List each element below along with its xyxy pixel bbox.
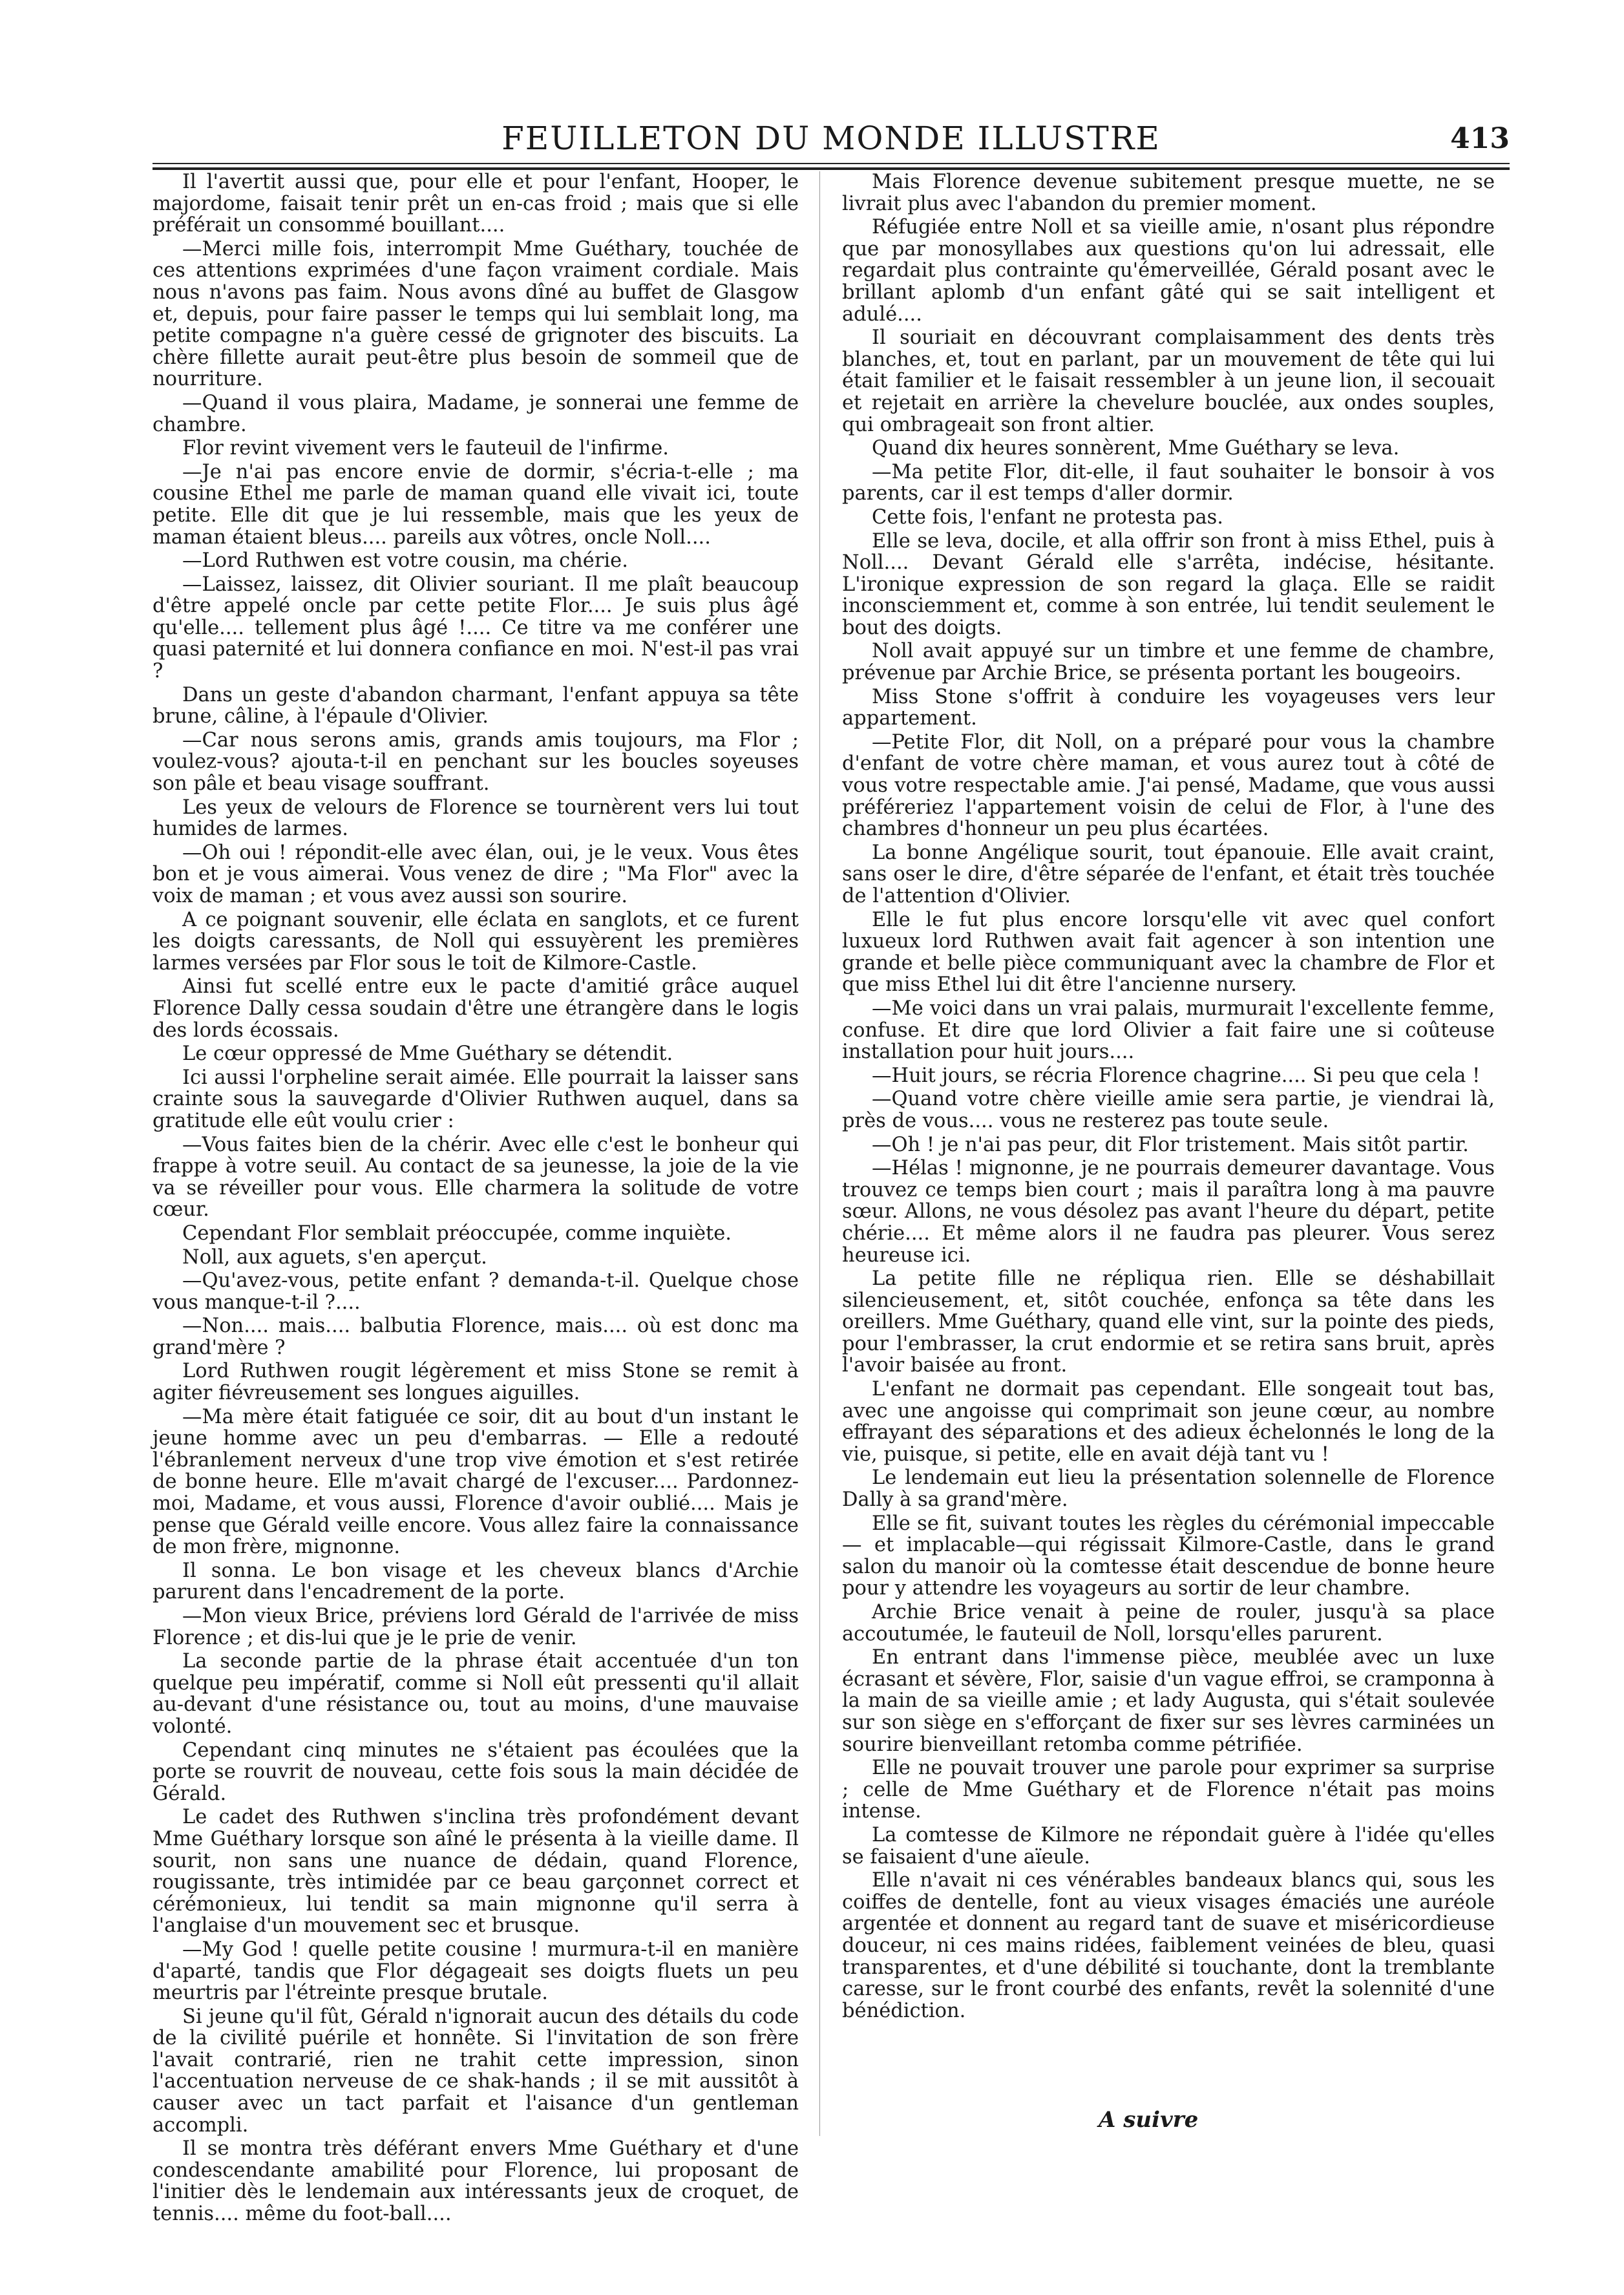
paragraph: La petite fille ne répliqua rien. Elle se déshabillait silencieusement, et, sitôt couchée, enfonça sa tête dans les oreillers. Mme Guéthary, quand elle vint, sur la pointe des pieds, pour l'embrasser, la crut endormie et se retira sans bruit, après l'avoir baisée au front. [842,1267,1495,1377]
paragraph: Le cadet des Ruthwen s'inclina très profondément devant Mme Guéthary lorsque son aîné le présenta à la vieille dame. Il sourit, non sans une nuance de dédain, quand Florence, rougissante, très intimidée par ce beau garçonnet correct et cérémonieux, lui tendit sa main mignonne qu'il serra à l'anglaise d'un mouvement sec et brusque. [153,1806,799,1938]
paragraph: —Laissez, laissez, dit Olivier souriant. Il me plaît beaucoup d'être appelé oncle par cette petite Flor.... Je suis plus âgé qu'elle.... tellement plus âgé !.... Ce titre va me conférer une quasi paternité et lui donnera confiance en moi. N'est-il pas vrai ? [153,573,799,683]
paragraph: Le cœur oppressé de Mme Guéthary se détendit. [182,1042,673,1066]
paragraph: —Car nous serons amis, grands amis toujours, ma Flor ; voulez-vous? ajouta-t-il en penchant sur les boucles soyeuses son pâle et beau visage souffrant. [153,728,799,796]
continued-label: A suivre [1099,2107,1199,2133]
header-rule-thin [153,163,1510,164]
paragraph: Miss Stone s'offrit à conduire les voyageuses vers leur appartement. [842,685,1495,730]
paragraph: Il souriait en découvrant complaisamment des dents très blanches, et, tout en parlant, par un mouvement de tête qui lui était familier et le faisait ressembler à un jeune lion, il secouait et rejetait en arrière la chevelure bouclée, aux ondes souples, qui ombrageait son front altier. [842,326,1495,436]
left-column [153,171,799,2227]
paragraph: Ici aussi l'orpheline serait aimée. Elle pourrait la laisser sans crainte sous la sauvegarde d'Olivier Ruthwen auquel, dans sa gratitude elle eût voulu crier : [153,1066,799,1132]
paragraph: Elle se leva, docile, et alla offrir son front à miss Ethel, puis à Noll.... Devant Gérald elle s'arrêta, indécise, hésitante. L'ironique expression de son regard la glaça. Elle se raidit inconsciemment et, comme à son entrée, lui tendit seulement le bout des doigts. [842,529,1495,639]
paragraph: Mais Florence devenue subitement presque muette, ne se livrait plus avec l'abandon du premier moment. [842,171,1495,215]
paragraph: —Ma petite Flor, dit-elle, il faut souhaiter le bonsoir à vos parents, car il est temps d'aller dormir. [842,460,1495,505]
paragraph: —Huit jours, se récria Florence chagrine.... Si peu que cela ! [872,1064,1481,1087]
paragraph: Cette fois, l'enfant ne protesta pas. [872,505,1223,529]
paragraph: En entrant dans l'immense pièce, meublée avec un luxe écrasant et sévère, Flor, saisie d'un vague effroi, se cramponna à la main de sa vieille amie ; et lady Augusta, qui s'était soulevée sur son siège en s'efforçant de fixer sur ses lèvres carminées un sourire bienveillant retomba comme pétrifiée. [842,1646,1495,1756]
paragraph: —Oh ! je n'ai pas peur, dit Flor tristement. Mais sitôt partir. [872,1133,1469,1156]
paragraph: Quand dix heures sonnèrent, Mme Guéthary se leva. [872,437,1400,460]
paragraph: Noll, aux aguets, s'en aperçut. [182,1245,487,1269]
paragraph: —Quand votre chère vieille amie sera partie, je viendrai là, près de vous.... vous ne resterez pas toute seule. [842,1088,1495,1132]
paragraph: La bonne Angélique sourit, tout épanouie. Elle avait craint, sans oser le dire, d'être séparée de l'enfant, et était très touchée de l'attention d'Olivier. [842,841,1495,907]
paragraph: —Ma mère était fatiguée ce soir, dit au bout d'un instant le jeune homme avec un peu d'embarras. — Elle a redouté l'ébranlement nerveux d'une trop vive émotion et s'est retirée de bonne heure. Elle m'avait chargé de l'excuser.... Pardonnez-moi, Madame, et vous aussi, Florence d'avoir oublié.... Mais je pense que Gérald veille encore. Vous allez faire la connaissance de mon frère, mignonne. [153,1405,799,1559]
paragraph: Noll avait appuyé sur un timbre et une femme de chambre, prévenue par Archie Brice, se présenta portant les bougeoirs. [842,640,1495,685]
paragraph: Elle le fut plus encore lorsqu'elle vit avec quel confort luxueux lord Ruthwen avait fait agencer à son intention une grande et belle pièce communiquant avec la chambre de Flor et que miss Ethel lui dit être l'ancienne nursery. [842,908,1495,997]
paragraph: Réfugiée entre Noll et sa vieille amie, n'osant plus répondre que par monosyllabes aux questions qu'on lui adressait, elle regardait plus contrainte qu'émerveillée, Gérald posant avec le brillant aplomb d'un enfant gâté qui se sait intelligent et adulé.... [842,216,1495,326]
paragraph: —Quand il vous plaira, Madame, je sonnerai une femme de chambre. [153,391,799,436]
paragraph: —Non.... mais.... balbutia Florence, mais.... où est donc ma grand'mère ? [153,1315,799,1359]
paragraph: —Hélas ! mignonne, je ne pourrais demeurer davantage. Vous trouvez ce temps bien court ; mais il paraîtra long à ma pauvre sœur. Allons, ne vous désolez pas avant l'heure du départ, petite chérie.... Et même alors il ne faudra pas pleurer. Vous serez heureuse ici. [842,1157,1495,1267]
paragraph: —Oh oui ! répondit-elle avec élan, oui, je le veux. Vous êtes bon et je vous aimerai. Vous venez de dire ; "Ma Flor" avec la voix de maman ; et vous avez aussi son sourire. [153,841,799,907]
paragraph: Il se montra très déférant envers Mme Guéthary et d'une condescendante amabilité pour Florence, lui proposant de l'initier dès le lendemain aux intéressants jeux de croquet, de tennis.... même du foot-ball.... [153,2137,799,2226]
paragraph: A ce poignant souvenir, elle éclata en sanglots, et ce furent les doigts caressants, de Noll qui essuyèrent les premières larmes versées par Flor sous le toit de Kilmore-Castle. [153,908,799,975]
paragraph: Il l'avertit aussi que, pour elle et pour l'enfant, Hooper, le majordome, faisait tenir prêt un en-cas froid ; mais que si elle préférait un consommé bouillant.... [153,171,799,237]
paragraph: Cependant Flor semblait préoccupée, comme inquiète. [182,1222,732,1245]
paragraph: Ainsi fut scellé entre eux le pacte d'amitié grâce auquel Florence Dally cessa soudain d'être une étrangère dans le logis des lords écossais. [153,975,799,1042]
paragraph: Elle se fit, suivant toutes les règles du cérémonial impeccable— et implacable—qui régissait Kilmore-Castle, dans le grand salon du manoir où la comtesse était descendue de bonne heure pour y attendre les voyageurs au sortir de leur chambre. [842,1512,1495,1600]
paragraph: La comtesse de Kilmore ne répondait guère à l'idée qu'elles se faisaient d'une aïeule. [842,1823,1495,1868]
paragraph: —Vous faites bien de la chérir. Avec elle c'est le bonheur qui frappe à votre seuil. Au contact de sa jeunesse, la joie de la vie va se réveiller pour vous. Elle charmera la solitude de votre cœur. [153,1133,799,1222]
paragraph: Archie Brice venait à peine de rouler, jusqu'à sa place accoutumée, le fauteuil de Noll, lorsqu'elles parurent. [842,1601,1495,1645]
paragraph: Lord Ruthwen rougit légèrement et miss Stone se remit à agiter fiévreusement ses longues aiguilles. [153,1360,799,1405]
paragraph: —Qu'avez-vous, petite enfant ? demanda-t-il. Quelque chose vous manque-t-il ?.... [153,1269,799,1314]
paragraph: Si jeune qu'il fût, Gérald n'ignorait aucun des détails du code de la civilité puérile et honnête. Si l'invitation de son frère l'avait contrarié, rien ne trahit cette impression, sinon l'accentuation nerveuse de ce shak-hands ; il se mit aussitôt à causer avec un tact parfait et l'aisance d'un gentleman accompli. [153,2005,799,2137]
paragraph: La seconde partie de la phrase était accentuée d'un ton quelque peu impératif, comme si Noll eût pressenti qu'il allait au-devant d'une résistance ou, tout au moins, d'une mauvaise volonté. [153,1650,799,1738]
paragraph: —Petite Flor, dit Noll, on a préparé pour vous la chambre d'enfant de votre chère maman, et vous aurez tout à côté de vous votre respectable amie. J'ai pensé, Madame, que vous aussi préféreriez l'appartement voisin de celui de Flor, à l'une des chambres d'honneur un peu plus écartées. [842,730,1495,841]
page-header [153,120,1510,165]
paragraph: —Lord Ruthwen est votre cousin, ma chérie. [182,549,628,573]
paragraph: L'enfant ne dormait pas cependant. Elle songeait tout bas, avec une angoisse qui comprimait son jeune cœur, au nombre effrayant des séparations et des adieux échelonnés le long de la vie, puisque, si petite, elle en avait déjà tant vu ! [842,1378,1495,1466]
header-rule-thick [153,167,1510,170]
paragraph: Le lendemain eut lieu la présentation solennelle de Florence Dally à sa grand'mère. [842,1466,1495,1512]
paragraph: Il sonna. Le bon visage et les cheveux blancs d'Archie parurent dans l'encadrement de la porte. [153,1559,799,1604]
paragraph: Les yeux de velours de Florence se tournèrent vers lui tout humides de larmes. [153,796,799,841]
paragraph: Cependant cinq minutes ne s'étaient pas écoulées que la porte se rouvrit de nouveau, cette fois sous la main décidée de Gérald. [153,1739,799,1805]
right-column [842,171,1495,2024]
paragraph: —Me voici dans un vrai palais, murmurait l'excellente femme, confuse. Et dire que lord Olivier a fait faire une si coûteuse installation pour huit jours.... [842,997,1495,1064]
paragraph: Dans un geste d'abandon charmant, l'enfant appuya sa tête brune, câline, à l'épaule d'Olivier. [153,683,799,728]
paragraph: —Merci mille fois, interrompit Mme Guéthary, touchée de ces attentions exprimées d'une façon vraiment cordiale. Mais nous n'avons pas faim. Nous avons dîné au buffet de Glasgow et, depuis, pour faire passer le temps qui lui semblait long, ma petite compagne n'a guère cessé de grignoter des biscuits. La chère fillette aurait peut-être plus besoin de sommeil que de nourriture. [153,237,799,391]
paragraph: Flor revint vivement vers le fauteuil de l'infirme. [182,437,669,460]
paragraph: —My God ! quelle petite cousine ! murmura-t-il en manière d'aparté, tandis que Flor dégageait ses doigts fluets un peu meurtris par l'étreinte presque brutale. [153,1938,799,2005]
paragraph: —Je n'ai pas encore envie de dormir, s'écria-t-elle ; ma cousine Ethel me parle de maman quand elle vivait ici, toute petite. Elle dit que je lui ressemble, mais que les yeux de maman étaient bleus.... pareils aux vôtres, oncle Noll.... [153,460,799,549]
paragraph: —Mon vieux Brice, préviens lord Gérald de l'arrivée de miss Florence ; et dis-lui que je le prie de venir. [153,1605,799,1649]
header-title: FEUILLETON DU MONDE ILLUSTRE [501,120,1161,157]
page-number: 413 [1450,122,1510,155]
paragraph: Elle n'avait ni ces vénérables bandeaux blancs qui, sous les coiffes de dentelle, font au vieux visages émaciés une auréole argentée et donnent au regard tant de suave et miséricordieuse douceur, ni ces mains ridées, faiblement veinées de bleu, quasi transparentes, et d'une débilité si touchante, dont la tremblante caresse, sur le front courbé des enfants, revêt la solennité d'une bénédiction. [842,1869,1495,2022]
paragraph: Elle ne pouvait trouver une parole pour exprimer sa surprise ; celle de Mme Guéthary et de Florence n'était pas moins intense. [842,1757,1495,1823]
column-divider [819,171,820,2136]
